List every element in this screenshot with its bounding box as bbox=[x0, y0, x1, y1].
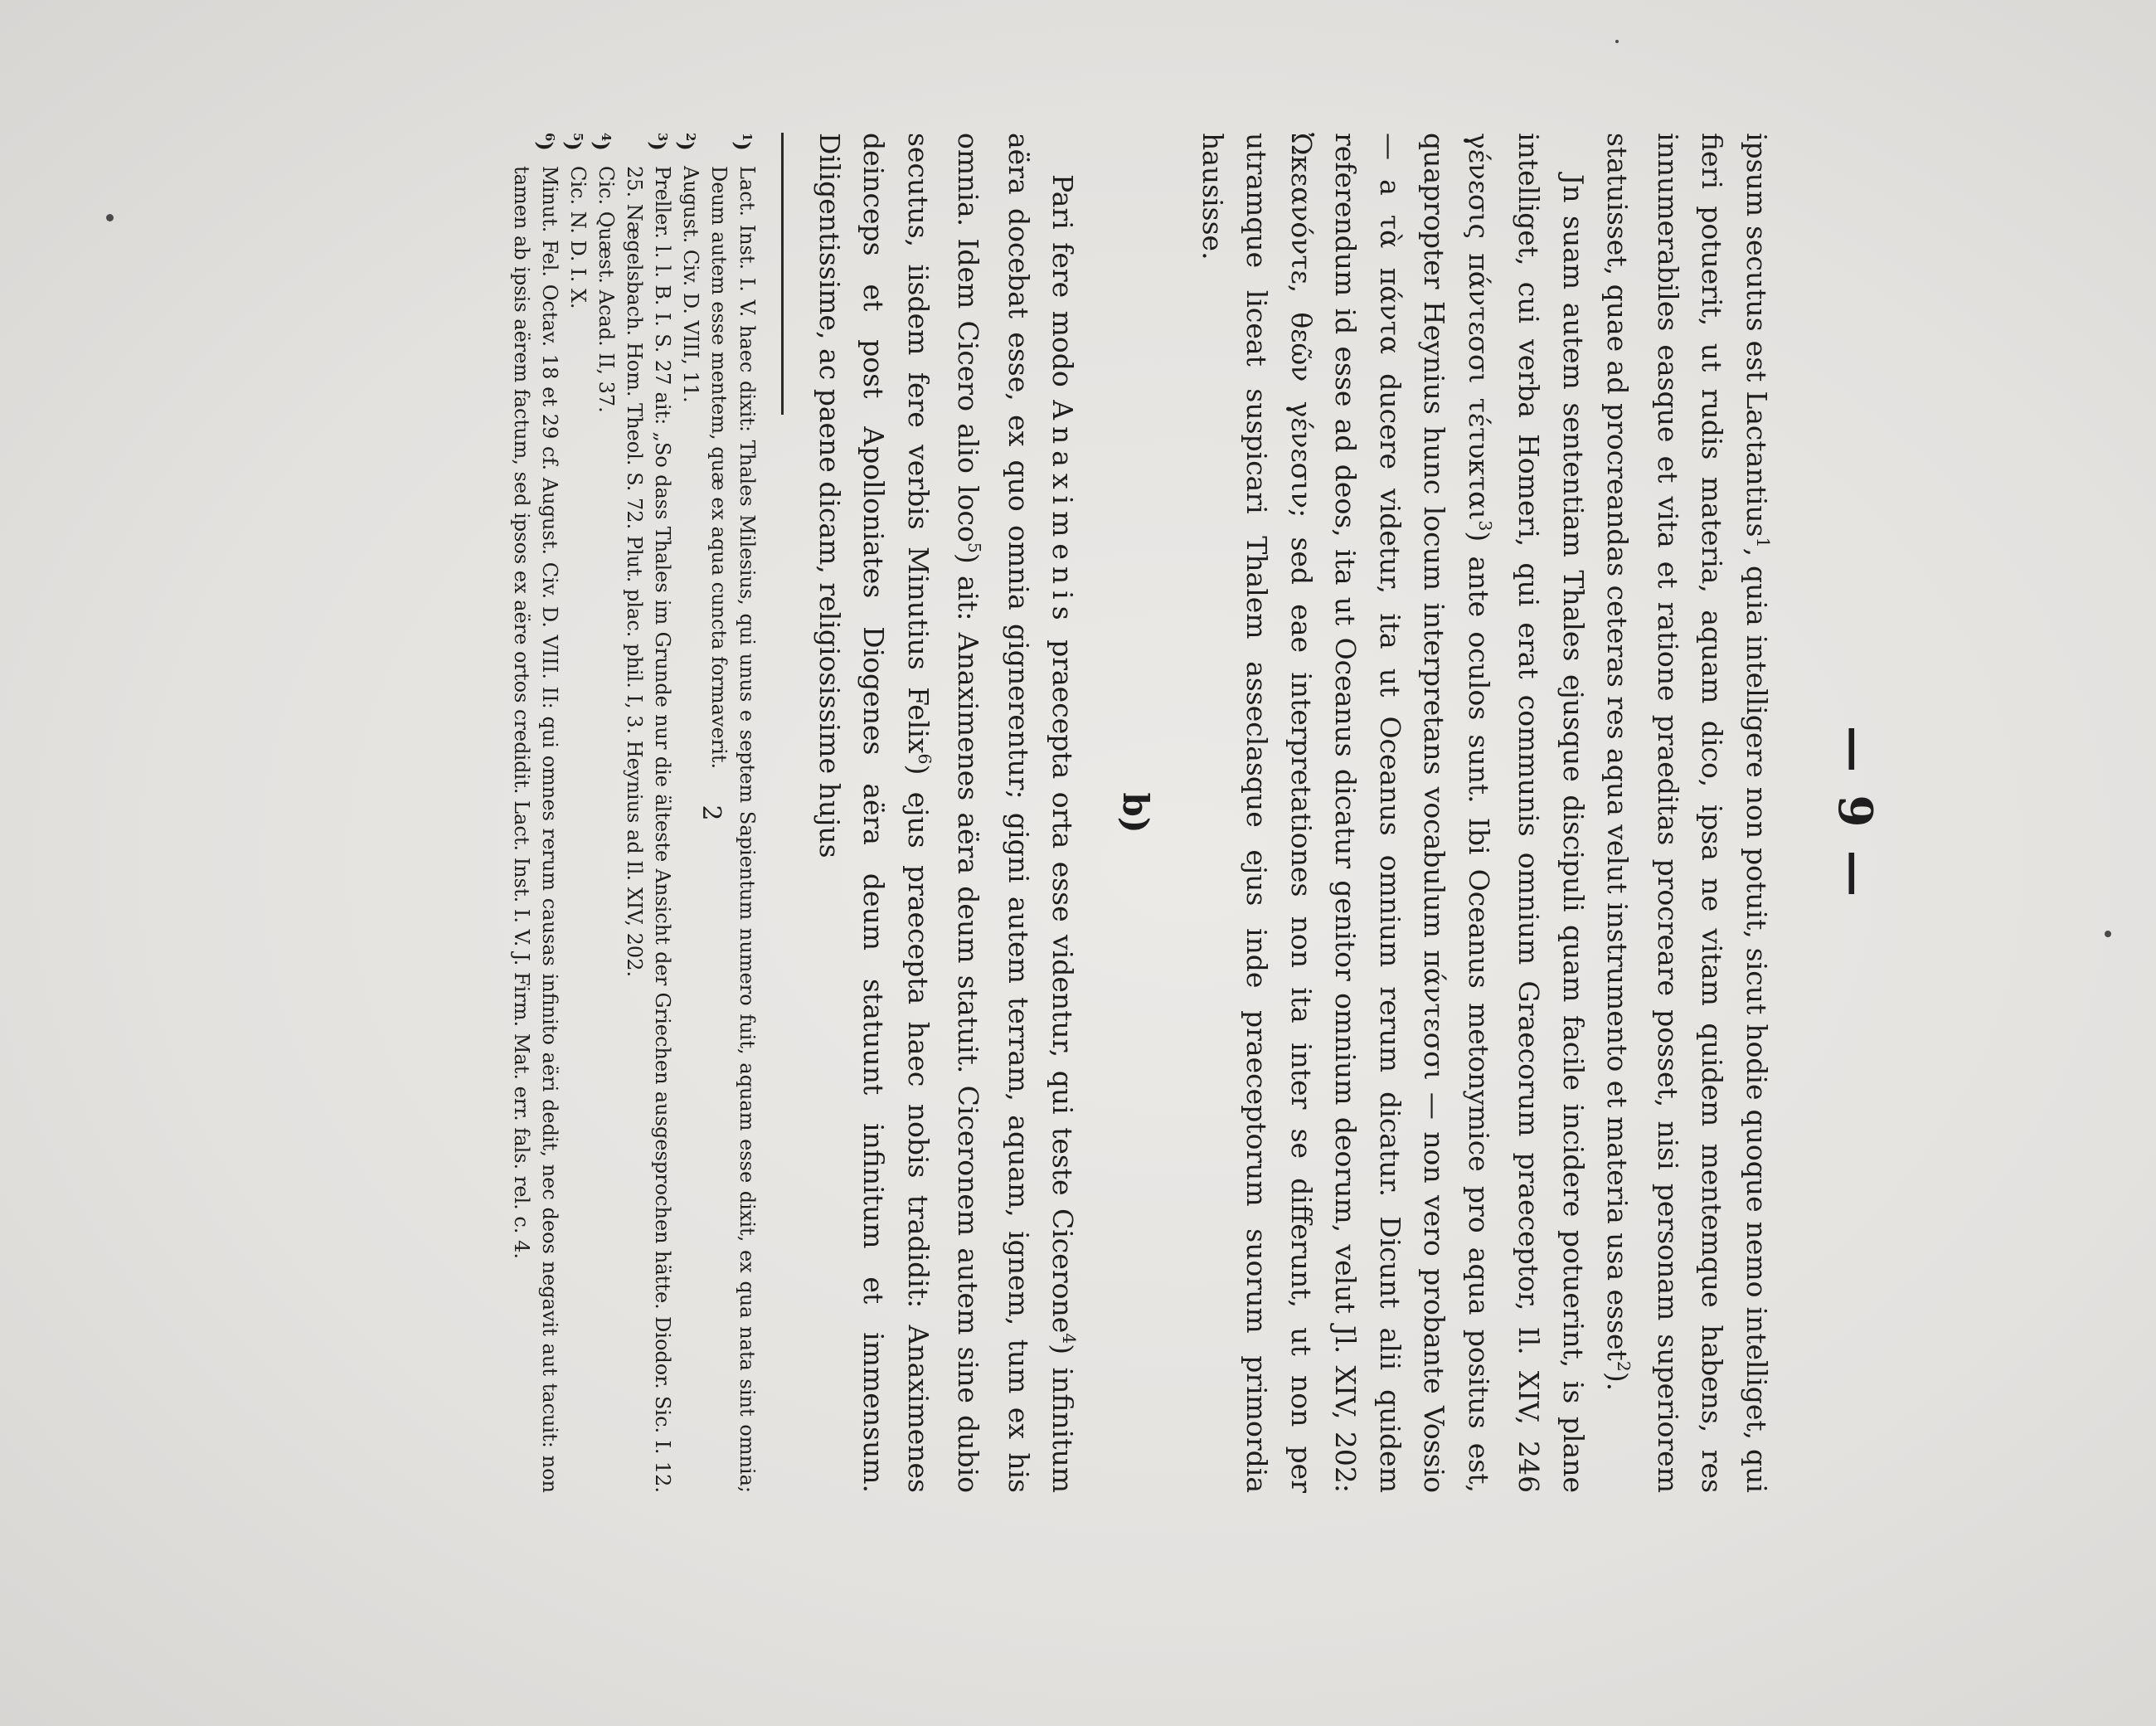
footnote: $^1$) Lact. Inst. I. V. haec dixit: Thales Milesius, qui unus e septem Sapientum numero fuit, aquam esse dixit, ex qua nata sint omnia; Deum autem esse mentem, quæ ex aqua cuncta formaverit. bbox=[707, 133, 760, 1493]
page-number: — 9 — bbox=[1828, 726, 1882, 900]
document-page bbox=[510, 133, 1882, 1493]
paragraph-2: Jn suam autem sententiam Thales ejusque discipuli quam facile incidere potuerint, is plane intelliget, cui verba Homeri, qui erat communis omnium Graecorum praeceptor, Il. XIV, 246 γένεσις πάντεσσι τέτυκται$^3$) ante oculos sunt. Ibi Oceanus metonymice pro aqua positus est, quapropter Heynius hunc locum interpretans vocabulum πάντεσσι — non vero probante Vossio — a τὰ πάντα ducere videtur, ita ut Oceanus omnium rerum dicatur. Dicunt alii quidem referendum id esse ad deos, ita ut Oceanus dicatur genitor omnium deorum, velut Jl. XIV, 202: Ὠκεανόντε, θεῶν γένεσιν; sed eae interpretationes non ita inter se differunt, ut non per utramque liceat suspicari Thalem asseclasque ejus inde praeceptorum suorum primordia hausisse. bbox=[1197, 133, 1590, 1493]
dust-speck bbox=[1615, 40, 1619, 43]
footnote-mark: 1 bbox=[740, 133, 755, 142]
footnote: $^6$) Minut. Fel. Octav. 18 et 29 cf. August. Civ. D. VIII. II: qui omnes rerum causas infinito aëri dedit, nec deos negavit aut tacuit: non tamen ab ipsis aërem factum, sed ipsos ex aëre ortos credidit. Lact. Inst. I. V. J. Firm. Mat. err. fals. rel. c. 4. bbox=[510, 133, 562, 1493]
footnote-ref: 1 bbox=[1753, 537, 1773, 548]
dust-speck bbox=[2105, 931, 2111, 937]
section-heading: b) bbox=[1115, 792, 1157, 834]
footnote: $^4$) Cic. Quæst. Acad. II, 37. bbox=[590, 133, 619, 413]
dust-speck bbox=[106, 214, 114, 221]
footnote-ref: 6 bbox=[915, 753, 935, 765]
footnote-text: August. Civ. D. VIII, 11. bbox=[679, 166, 703, 403]
footnote-separator bbox=[782, 133, 784, 415]
footnote-mark: 6 bbox=[542, 133, 558, 142]
footnote-mark: 5 bbox=[571, 133, 586, 142]
footnote-text: Cic. N. D. I. X. bbox=[566, 166, 590, 309]
footnote-mark: 4 bbox=[599, 133, 614, 142]
footnote-ref: 4 bbox=[1059, 1333, 1080, 1344]
footnote-text: Preller. l. l. B. I. S. 27 ait: „So dass Thales im Grunde nur die älteste Ansicht der Griechen ausgesprochen hätte. Diodor. Sic. I. 12. 25. Nægelsbach. Hom. Theol. S. 72. Plut. plac. phil. I, 3. Heynius ad Il. XIV, 202. bbox=[623, 166, 675, 1493]
footnote-ref: 2 bbox=[1614, 1360, 1634, 1372]
footnote-ref: 3 bbox=[1475, 520, 1495, 532]
footnote-text: Minut. Fel. Octav. 18 et 29 cf. August. Civ. D. VIII. II: qui omnes rerum causas infinito aëri dedit, nec deos negavit aut tacuit: non tamen ab ipsis aërem factum, sed ipsos ex aëre ortos credidit. Lact. Inst. I. V. J. Firm. Mat. err. fals. rel. c. 4. bbox=[510, 166, 562, 1493]
signature-mark: 2 bbox=[697, 805, 726, 821]
footnote: $^3$) Preller. l. l. B. I. S. 27 ait: „So dass Thales im Grunde nur die älteste Ansicht der Griechen ausgesprochen hätte. Diodor. Sic. I. 12. 25. Nægelsbach. Hom. Theol. S. 72. Plut. plac. phil. I, 3. Heynius ad Il. XIV, 202. bbox=[623, 133, 675, 1493]
paragraph-3: Pari fere modo Anaximenis praecepta orta esse videntur, qui teste Cicerone$^4$) infinitum aëra docebat esse, ex quo omnia gignerentur; gigni autem terram, aquam, ignem, tum ex his omnia. Idem Cicero alio loco$^5$) ait: Anaximenes aëra deum statuit. Ciceronem autem sine dubio secutus, iisdem fere verbis Minutius Felix$^6$) ejus praecepta haec nobis tradidit: Anaximenes deinceps et post Apolloniates Diogenes aëra deum statuunt infinitum et immensum. Diligentissime, ac paene dicam, religiosissime hujus bbox=[813, 133, 1080, 1493]
footnote-mark: 2 bbox=[683, 133, 699, 142]
footnote: $^2$) August. Civ. D. VIII, 11. bbox=[674, 133, 703, 403]
footnote-ref: 5 bbox=[964, 542, 985, 553]
footnote-text: Cic. Quæst. Acad. II, 37. bbox=[595, 166, 619, 413]
footnote: $^5$) Cic. N. D. I. X. bbox=[561, 133, 590, 309]
footnote-mark: 3 bbox=[655, 133, 671, 142]
emphasized-name: Anaximenis bbox=[1046, 400, 1080, 627]
paragraph-1: ipsum secutus est Lactantius$^1$, quia intelligere non potuit, sicut hodie quoque nemo intelliget, qui fieri potuerit, ut rudis materia, aquam dico, ipsa ne vitam quidem mentemque habens, res innumerabiles easque et vita et ratione praeditas procreare posset, nisi personam superiorem statuisset, quae ad procreandas ceteras res aqua velut instrumento et materia usa esset$^2$). bbox=[1601, 133, 1773, 1493]
footnote-text: Lact. Inst. I. V. haec dixit: Thales Milesius, qui unus e septem Sapientum numero fuit, aquam esse dixit, ex qua nata sint omnia; Deum autem esse mentem, quæ ex aqua cuncta formaverit. bbox=[707, 166, 760, 1493]
